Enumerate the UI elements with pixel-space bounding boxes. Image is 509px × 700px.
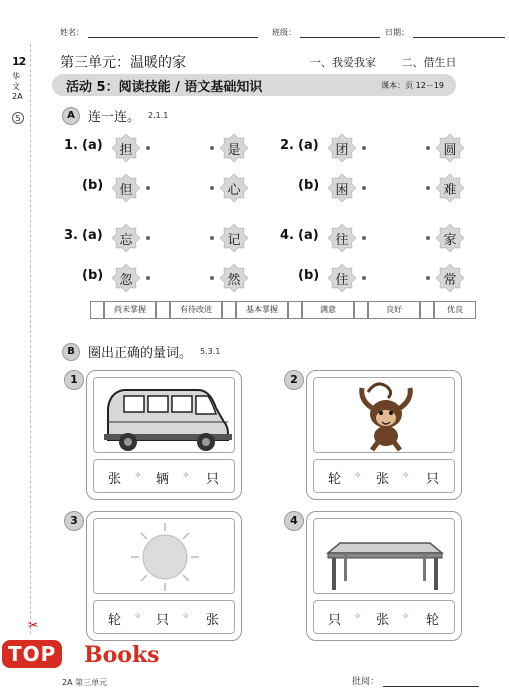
- section-a-badge: A: [62, 107, 80, 125]
- grade-label: 2A: [12, 92, 23, 101]
- options-row: [93, 600, 235, 634]
- match-dot[interactable]: [210, 186, 214, 190]
- left-character-star[interactable]: [328, 264, 356, 292]
- rating-box[interactable]: [354, 301, 368, 319]
- match-dot[interactable]: [426, 146, 430, 150]
- date-label: 日期：: [385, 28, 409, 37]
- character: 家: [443, 233, 457, 248]
- option[interactable]: 只: [206, 472, 220, 487]
- rating-box[interactable]: [222, 301, 236, 319]
- footer-page-label: 2A 第三单元: [62, 678, 108, 687]
- card-number: 2: [284, 370, 304, 390]
- row-label: (a): [298, 228, 319, 243]
- sign-field[interactable]: [383, 676, 479, 687]
- left-character-star[interactable]: [112, 264, 140, 292]
- card-number: 1: [64, 370, 84, 390]
- class-label: 班级：: [272, 28, 296, 37]
- lesson-2: 二、借生日: [401, 56, 457, 69]
- character: 心: [227, 183, 241, 198]
- right-character-star[interactable]: [220, 224, 248, 252]
- character: 圆: [443, 143, 457, 158]
- options-row: [313, 600, 455, 634]
- character: 但: [119, 183, 133, 198]
- card-number: 3: [64, 511, 84, 531]
- character: 往: [335, 233, 349, 248]
- rating-label: 基本掌握: [236, 301, 288, 319]
- right-character-star[interactable]: [436, 174, 464, 202]
- separator-dot: ✧: [354, 471, 362, 481]
- activity-title: 活动 5：阅读技能 / 语文基础知识: [66, 80, 263, 95]
- rating-scale: [90, 301, 486, 319]
- match-dot[interactable]: [362, 236, 366, 240]
- section-a-instruction: 连一连。: [88, 110, 141, 125]
- right-character-star[interactable]: [220, 134, 248, 162]
- rating-label: 良好: [368, 301, 420, 319]
- card-2: [306, 370, 462, 500]
- match-dot[interactable]: [210, 276, 214, 280]
- page-badge: 5: [12, 112, 24, 124]
- right-character-star[interactable]: [220, 264, 248, 292]
- match-dot[interactable]: [426, 236, 430, 240]
- match-dot[interactable]: [146, 146, 150, 150]
- table-icon: [314, 519, 456, 595]
- character: 团: [335, 143, 349, 158]
- right-character-star[interactable]: [436, 134, 464, 162]
- card-1: [86, 370, 242, 500]
- van-icon: [94, 378, 236, 454]
- option[interactable]: 张: [376, 472, 390, 487]
- brand-logo: 12: [12, 55, 26, 68]
- separator-dot: ✧: [134, 471, 142, 481]
- row-label: (b): [298, 268, 320, 283]
- option[interactable]: 只: [426, 472, 440, 487]
- footer-sign: [352, 674, 479, 687]
- right-character-star[interactable]: [220, 174, 248, 202]
- row-label: (a): [82, 228, 103, 243]
- sign-label: 批阅：: [352, 677, 380, 687]
- card-picture: [93, 377, 235, 453]
- option[interactable]: 张: [108, 472, 122, 487]
- option[interactable]: 轮: [426, 613, 440, 628]
- section-b-heading: [62, 342, 220, 361]
- separator-dot: ✧: [402, 471, 410, 481]
- watermark-top: TOP: [2, 640, 62, 668]
- watermark-books: Books: [84, 642, 160, 668]
- sun-icon: [94, 519, 236, 595]
- rating-box[interactable]: [288, 301, 302, 319]
- textbook-ref: 课本：页 12－19: [381, 81, 444, 90]
- match-dot[interactable]: [362, 276, 366, 280]
- left-character-star[interactable]: [112, 134, 140, 162]
- separator-dot: ✧: [134, 612, 142, 622]
- rating-label: 优良: [434, 301, 476, 319]
- character: 是: [227, 143, 241, 158]
- row-label: (a): [82, 138, 103, 153]
- options-row: [313, 459, 455, 493]
- character: 住: [335, 273, 349, 288]
- question-number: 3.: [64, 228, 78, 243]
- card-picture: [93, 518, 235, 594]
- scissors-icon: ✂: [28, 618, 39, 632]
- rating-box[interactable]: [156, 301, 170, 319]
- separator-dot: ✧: [354, 612, 362, 622]
- character: 记: [227, 233, 241, 248]
- separator-dot: ✧: [182, 612, 190, 622]
- question-number: 2.: [280, 138, 294, 153]
- option[interactable]: 轮: [108, 613, 122, 628]
- match-dot[interactable]: [210, 236, 214, 240]
- option[interactable]: 张: [206, 613, 220, 628]
- match-dot[interactable]: [426, 276, 430, 280]
- matching-exercise: [0, 0, 509, 300]
- option[interactable]: 只: [328, 613, 342, 628]
- character: 忽: [119, 273, 133, 288]
- section-b-instruction: 圈出正确的量词。: [88, 346, 193, 361]
- subject-label: 华文: [12, 72, 20, 91]
- row-label: (b): [298, 178, 320, 193]
- right-character-star[interactable]: [436, 264, 464, 292]
- option[interactable]: 只: [156, 613, 170, 628]
- question-number: 1.: [64, 138, 78, 153]
- match-dot[interactable]: [362, 186, 366, 190]
- match-dot[interactable]: [426, 186, 430, 190]
- row-label: (b): [82, 178, 104, 193]
- card-picture: [313, 518, 455, 594]
- card-3: [86, 511, 242, 641]
- rating-label: 尚未掌握: [104, 301, 156, 319]
- left-character-star[interactable]: [328, 224, 356, 252]
- rating-box[interactable]: [420, 301, 434, 319]
- separator-dot: ✧: [402, 612, 410, 622]
- match-dot[interactable]: [362, 146, 366, 150]
- option[interactable]: 辆: [156, 472, 170, 487]
- right-character-star[interactable]: [436, 224, 464, 252]
- match-dot[interactable]: [146, 236, 150, 240]
- left-character-star[interactable]: [328, 134, 356, 162]
- rating-label: 满意: [302, 301, 354, 319]
- options-row: [93, 459, 235, 493]
- lesson-1: 一、我爱我家: [310, 56, 376, 69]
- watermark: [0, 640, 180, 676]
- card-number: 4: [284, 511, 304, 531]
- row-label: (b): [82, 268, 104, 283]
- section-b-badge: B: [62, 343, 80, 361]
- section-a-code: 2.1.1: [148, 111, 169, 120]
- rating-box[interactable]: [90, 301, 104, 319]
- match-dot[interactable]: [146, 186, 150, 190]
- character: 难: [443, 183, 457, 198]
- option[interactable]: 轮: [328, 472, 342, 487]
- character: 困: [335, 183, 349, 198]
- match-dot[interactable]: [210, 146, 214, 150]
- option[interactable]: 张: [376, 613, 390, 628]
- left-character-star[interactable]: [112, 224, 140, 252]
- section-b-code: 5.3.1: [200, 347, 221, 356]
- unit-title: 第三单元：温暖的家: [60, 55, 186, 71]
- monkey-icon: [314, 378, 456, 454]
- name-label: 姓名：: [60, 28, 84, 37]
- question-number: 4.: [280, 228, 294, 243]
- character: 常: [443, 273, 457, 288]
- card-picture: [313, 377, 455, 453]
- rating-label: 有待改进: [170, 301, 222, 319]
- left-character-star[interactable]: [112, 174, 140, 202]
- row-label: (a): [298, 138, 319, 153]
- character: 担: [119, 143, 133, 158]
- character: 忘: [119, 233, 133, 248]
- card-4: [306, 511, 462, 641]
- separator-dot: ✧: [182, 471, 190, 481]
- match-dot[interactable]: [146, 276, 150, 280]
- left-character-star[interactable]: [328, 174, 356, 202]
- character: 然: [227, 273, 241, 288]
